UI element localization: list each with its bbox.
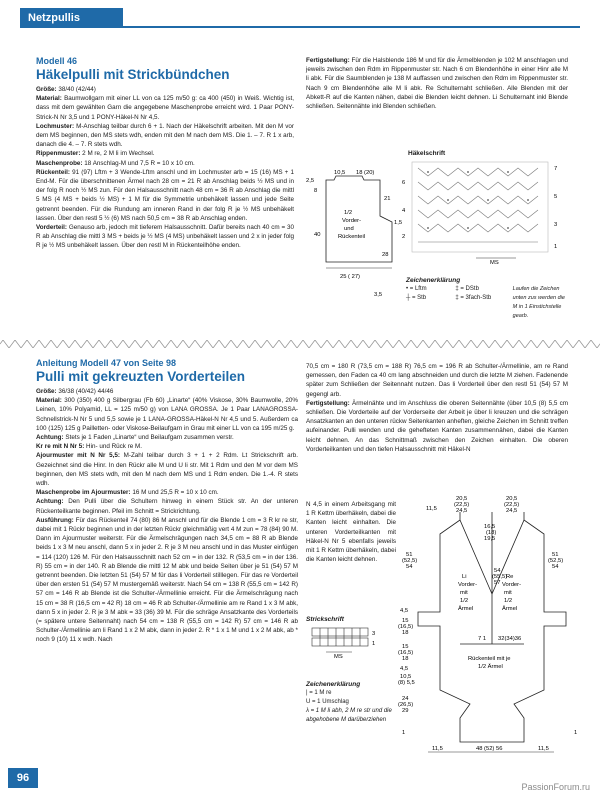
model46-paragraph: Größe: 38/40 (42/44) [36,86,96,93]
dim-28: 28 [382,252,389,258]
dim-25-27: 25 ( 27) [340,274,360,280]
s47-vl11: 24 [402,696,409,702]
legend-item-lftm: • = Lftm [406,286,427,292]
dim-1-5: 1,5 [394,220,403,226]
s47-label-li-4: 1/2 [460,598,469,604]
s47-vl9: 10,5 [400,674,412,680]
legend-item-stb: ┼ = Stb [406,295,427,301]
s47-vl3: (16,5) [398,624,414,630]
model47-right-paragraph: Fertigstellung: Ärmelnähte und im Anschluss die oberen Seitennähte (über 10,5 (8) 5,5 cm schließen. Die Vorderteile auf der Vorderseite der Arbeit je über li kreuzen und die schrägen Ansatzkanten an den unteren rückw Seitenkanten anheften, gleiche Zeichen im Schnitt treffen aufeinander. Pulli wenden und die gehefteten Kanten zusammennähen, dabei die Kanten leicht dehnen. An das Schnittmaß zwischen den Zeichen einhalten. Die oberen Vorderteilkanten und den tiefen Halsausschnitt mit Häkel-N [306,399,568,453]
chart-row-3: 3 [554,222,558,228]
s47-label-li-3: mit [460,590,468,596]
s47-center-55-5: (55,5) [492,574,508,580]
s47-center-54: 54 [494,568,501,574]
s47-vl7: 18 [402,656,409,662]
s47-top-r2: (22,5) [504,502,520,508]
dim-40: 40 [314,232,321,238]
model47-paragraph: Ausführung: Für das Rückenteil 74 (80) 86 M anschl und für die Blende 1 cm = 3 R kr re str, dabei mit 1 Rückr beginnen und in der letzten Rückr gleichmäßig vert 4 M zun = 78 (84) 90 M. Dann im Ajourmuster weiterstr. Für die Ärmelschrägungen nach 34,5 cm = 88 R ab Blende beids 1 x 3 M neu anschl, dann 5 x in jeder 2. R je 3 M neu anschl und in das Muster einfügen = 114 (120) 126 M. Für den Halsausschnitt nach 52 cm = in der 132. R (53,5 cm = in der 136. R) 55 cm = in der 140. R ab Blende die mittl 12 M abk und beide Seiten über je 51 (54) 57 M getrennt beenden. Die letzten 51 (54) 57 M für das li Vorderteil stilllegen. Für das re Vorderteil über den ersten 51 (54) 57 M mustergemäß weiterstr. Nach 54 cm = 138 R (55,5 cm = 142 R) 57 cm = 146 R ab Blende ist die Schulter-/Ärmellinie erreicht. Für die Ärmelschrägung nach 15 cm = 38 R (16,5 cm = 42 R) 18 cm = 46 R ab Schulter-/Ärmellinie am re Rand 1 x 3 M abk, dann 5 x in jeder 2. R je 3 M abk = 33 (36) 39 M. Für die schräge Ansatzkante des Vorderteils (= spätere untere Seitennaht) nach 54 cm = 138 R (55,5 cm = 142 R) 57 cm = 146 R ab Schulter-/Ärmellinie am li Rand 1 x 2 M abk, dann in jeder 2. R * 1 x 1 M und 1 x 2 M abk, ab * noch 9 (10) 11 x wdh. Nach [36,516,298,644]
model46-label: Modell 46 [36,56,78,66]
s47-vl12: (26,5) [398,702,414,708]
section-divider [0,340,600,348]
s47-label-re-4: 1/2 [504,598,513,604]
s47-vl5: 15 [402,644,409,650]
model46-legend [406,276,566,321]
s47-label-li-5: Ärmel [458,606,474,612]
s47-arm-7: 7 1 [478,636,487,642]
s47-label-li-1: Li [462,574,467,580]
dim-2-5: 2,5 [306,178,315,184]
knit-row-3: 3 [372,631,376,637]
s47-label-re-3: mit [504,590,512,596]
model47-title: Pulli mit gekreuzten Vorderteilen [36,369,246,384]
dim-18-20: 18 (20) [356,170,375,176]
knit-chart [306,626,386,660]
s47-label-re-1: Re [506,574,514,580]
dim-10-5: 10,5 [334,170,346,176]
model47-paragraph: Material: 300 (350) 400 g Silbergrau (Fb 60) „Linarte“ (40% Viskose, 30% Baumwolle, 20% Leinen, 10% Polyamid, LL = 125 m/50 g) von LANA GROSSA. Je 1 Paar LANAGROSSA-Schnellstrick-N Nr 5 und 5,5 sowie je 1 LANA-GROSSA-Häkel-N Nr 4,5 und 5. Außerdem ca 100 (125) 125 g Pailletten- oder Viskose-Beilaufgarn in Grau mit einer LL von ca 195 m/25 g. [36,397,298,432]
chart-row-6: 6 [402,180,406,186]
legend-item-3fach: ‡ = 3fach-Stb [455,295,492,301]
model46-finishing-paragraph: Fertigstellung: Für die Halsblende 186 M und für die Ärmelblenden je 102 M anschlagen und jeweils zwischen den Rdm im Rippenmuster str. Nach 6 cm Blendenhöhe in einer Hinr alle M li abk. Für die Saumblenden je 138 M auffassen und zwischen den Rdm im Rippenmuster str. Nach 9 cm Blendenhöhe alle M li abk. Re Schulternaht schließen. Alle Blenden mit der Abkett-R auf die Kanten nähen, dabei die Blenden leicht dehnen. Li Schulternaht inkl Blende schließen. Seitennähte inkl Blenden schließen. [306,57,568,111]
dim-21: 21 [384,196,391,202]
model47-right-paragraph: 70,5 cm = 180 R (73,5 cm = 188 R) 76,5 cm = 196 R ab Schulter-/Ärmellinie, am re Rand gemessen, den Faden ca 40 cm lang abschneiden und durch die letzte M ziehen. Fadenende später zum Schließen der Seitennaht nutzen. Das li Vorderteil über den restl 51 (54) 57 M gegengl arb. [306,363,568,398]
s47-left-51: 51 [406,552,413,558]
model46-paragraph: Material: Baumwollgarn mit einer LL von ca 125 m/50 g: ca 400 (450) in Weiß. Wichtig ist, dass mit dem gewählten Garn die angegebene Maschenprobe erreicht wird. 1 Paar PONY-Strick-N Nr 3,5 und 1 PONY-Häkel-N Nr 4,5. [36,95,294,121]
model47-paragraph: Achtung: Den Pulli über die Schultern hinweg in einem Stück str. An der unteren Rückenteilkante beginnen. Pfeil im Schnitt = Strickrichtung. [36,498,298,515]
crochet-chart [398,158,568,266]
s47-one-a: 1 [402,730,406,736]
s47-right-54: 54 [552,564,559,570]
model46-paragraph: Lochmuster: M-Anschlag teilbar durch 6 + 1. Nach der Häkelschrift arbeiten. Mit den M vor dem MS beginnen, den MS stets wdh, enden mit den M nach dem MS. Die 1. – 7. R 1 x arb, danach die 4. – 7. R stets wdh. [36,122,294,149]
s47-vl1: 4,5 [400,608,409,614]
schematic-label-1: 1/2 [344,210,353,216]
s47-vl2: 15 [402,618,409,624]
model46-schematic [304,166,404,302]
s47-vl10: (8) 5,5 [398,680,415,686]
s47-label-re-2: Vorder- [502,582,522,588]
s47-vl6: (16,5) [398,650,414,656]
s47-top-l2: (22,5) [454,502,470,508]
s47-bottom-11-5a: 11,5 [432,746,443,752]
model46-column [36,56,294,251]
s47-vl8: 4,5 [400,666,409,672]
legend-title: Zeichenerklärung [406,277,461,284]
model46-instructions [36,85,294,251]
knit-row-1: 1 [372,641,376,647]
s47-one-b: 1 [574,730,578,736]
s47-side-11-5: 11,5 [426,506,437,512]
s47-mid-16-5: 16,5 [484,524,496,530]
s47-top-l3: 24,5 [456,508,468,514]
model46-paragraph: Rückenteil: 91 (97) Lftm + 3 Wende-Lftm anschl und im Lochmuster arb = 15 (16) MS + 1 End-M. Für die überschnittenen Ärmel nach 28 cm = 21 R ab Anschlag beids ½ MS und in der folg R noch ½ MS zun. Für den Halsausschnitt nach 48 cm = 36 R ab Anschlag die mittl 5 MS (4 MS + beids ½ MS) + 1 M für die Symmetrie unbehäkelt lassen und jede Seite getrennt beenden. Für die Rundung am inneren Rand in der folg R je ½ MS unbehäkelt lassen. Über den restl 5 ½ (6) MS nach 50,5 cm = 38 R ab Anschlag enden. [36,168,294,222]
model46-finishing [306,56,568,111]
s47-ruecken-1: Rückenteil mit je [468,656,511,662]
page-number: 96 [8,768,38,788]
model46-paragraph: Maschenprobe: 18 Anschlag-M und 7,5 R = 10 x 10 cm. [36,159,195,167]
chart-row-5: 5 [554,194,558,200]
watermark: PassionForum.ru [521,782,590,792]
chart-row-4: 4 [402,208,406,214]
chart-ms-label: MS [490,260,499,266]
s47-center-32: 32(34)36 [498,636,522,642]
schematic-label-2: Vorder- [342,218,362,224]
section-header: Netzpullis [20,8,123,28]
s47-right-51: 51 [552,552,559,558]
legend-item-dstb: ‡ = DStb [455,286,479,292]
model47-legend [306,680,398,725]
knit-chart-title: Strickschrift [306,616,344,623]
chart-row-1: 1 [554,244,558,250]
legend47-item-abh: λ = 1 M li abh, 2 M re str und die abgehobene M darüberziehen [306,708,392,723]
s47-bottom-11-5b: 11,5 [538,746,549,752]
s47-mid-19-5: 19,5 [484,536,496,542]
s47-right-52-5: (52,5) [548,558,564,564]
dim-3-5: 3,5 [374,292,383,298]
s47-label-li-2: Vorder- [458,582,478,588]
schematic-label-4: Rückenteil [338,234,366,240]
s47-top-r3: 24,5 [506,508,518,514]
model46-paragraph: Vorderteil: Genauso arb, jedoch mit tieferem Halsausschnitt. Dafür bereits nach 40 cm = 30 R ab Anschlag die mittl 3 MS + beids je ½ MS (4 MS) unbehäkelt lassen und 2 x in jeder folg R je ½ MS unbehäkelt lassen. Über den restl M in Rückenteilhöhe enden. [36,224,294,250]
s47-left-54: 54 [406,564,413,570]
legend-note: Laufen die Zeichen unten zus werden die M in 1 Einstichstelle gearb. [512,286,565,319]
legend47-item-re: | = 1 M re [306,690,332,696]
s47-left-52-5: (52,5) [402,558,418,564]
s47-vl13: 29 [402,708,409,714]
crochet-chart-title: Häkelschrift [408,150,446,157]
s47-label-re-5: Ärmel [502,606,518,612]
model47-paragraph: Größe: 36/38 (40/42) 44/46 [36,388,114,395]
model47-paragraph: Achtung: Stets je 1 Faden „Linarte“ und Beilaufgarn zusammen verstr. [36,434,234,442]
model47-instructions [36,387,298,645]
s47-top-r1: 20,5 [506,496,518,502]
model47-label: Anleitung Modell 47 von Seite 98 [36,358,177,368]
s47-mid-18: (18) [486,530,497,536]
s47-bottom-48: 48 (52) 56 [476,746,503,752]
model47-column [36,358,298,645]
chart-row-2: 2 [402,234,406,240]
s47-top-l1: 20,5 [456,496,468,502]
s47-center-57: 57 [494,580,501,586]
model47-paragraph: Ajourmuster mit N Nr 5,5: M-Zahl teilbar durch 3 + 1 + 2 Rdm. Lt Strickschrift arb. Gezeichnet sind die Hinr. In den Rückr alle M und U li str. Mit 1 Rdm und den M vor dem MS beginnen, den MS stets wdh, mit den M nach dem MS und 1 Rdm enden. Die 1.-4. R stets wdh. [36,452,298,488]
dim-8: 8 [314,188,318,194]
chart-row-7: 7 [554,166,558,172]
model47-paragraph: Maschenprobe im Ajourmuster: 16 M und 25,5 R = 10 x 10 cm. [36,489,219,497]
knit-ms-label: MS [334,654,343,660]
model46-paragraph: Rippenmuster: 2 M re, 2 M li im Wechsel. [36,150,155,158]
model47-right-text [306,362,568,454]
header-rule [20,26,580,28]
legend47-item-u: U = 1 Umschlag [306,699,349,705]
schematic-label-3: und [344,226,354,232]
model46-title: Häkelpulli mit Strickbündchen [36,67,230,82]
model47-paragraph: Kr re mit N Nr 5: Hin- und Rück re M. [36,443,143,451]
model47-narrow-text: N 4,5 in einem Arbeitsgang mit 1 R Kettm überhäkeln, dabei die Kanten leicht einhalten. Die unteren Vorderteilkanten mit Häkel-N Nr 5 ebenfalls jeweils mit 1 R Kettm überhäkeln, dabei die Kanten leicht dehnen. [306,501,396,564]
model47-schematic [398,494,584,784]
s47-ruecken-2: 1/2 Ärmel [478,664,503,670]
legend47-title: Zeichenerklärung [306,681,361,688]
s47-vl4: 18 [402,630,409,636]
